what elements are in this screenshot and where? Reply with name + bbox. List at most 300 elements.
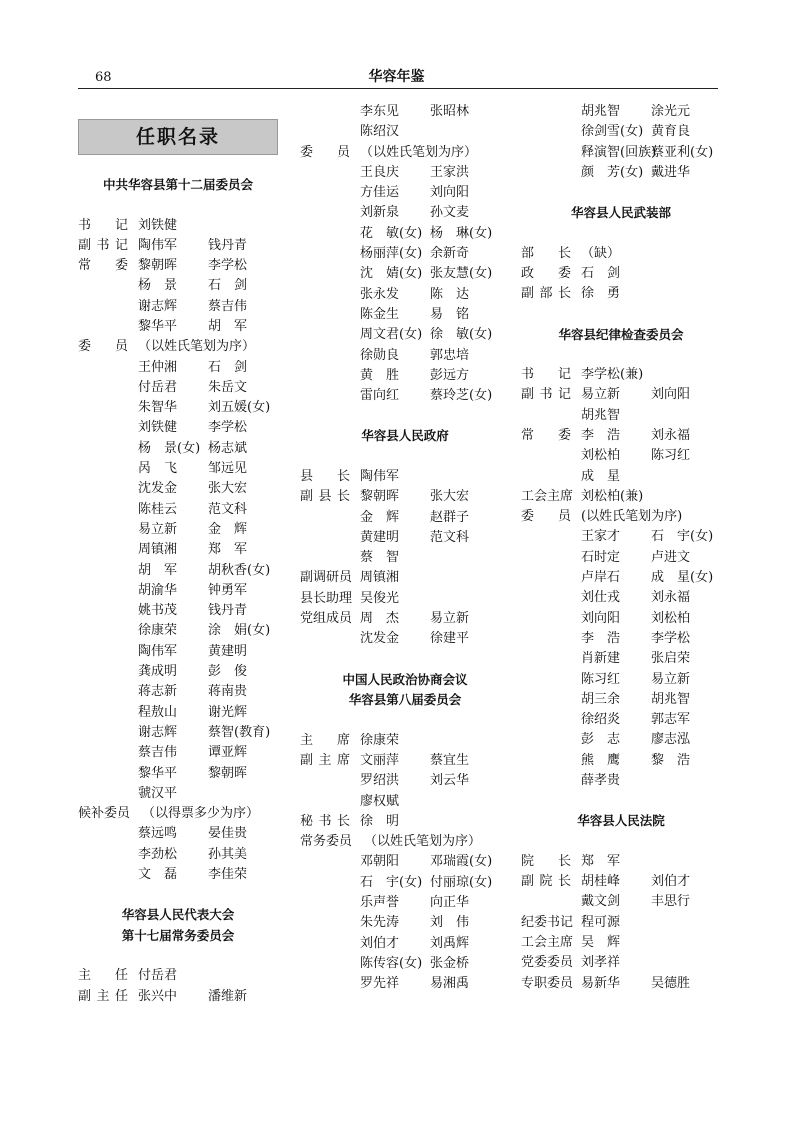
role-label [300, 751, 350, 771]
person-name: 周镇湘 [138, 542, 178, 558]
roster-row [300, 629, 510, 649]
role-char: 长 [557, 245, 571, 261]
person-name: 刘铁健 [138, 420, 178, 436]
person-name: 黎华平 [138, 765, 178, 781]
person-name: 谢志辉 [138, 724, 178, 740]
person-name: 蒋志新 [138, 684, 178, 700]
person-name: 释演智(回族) [581, 144, 657, 160]
role-label [78, 966, 128, 986]
roster-row [78, 621, 278, 641]
role-char: 员 [114, 339, 128, 355]
person-name: 陈绍汉 [360, 124, 400, 140]
person-name: 沈 婧(女) [360, 266, 423, 282]
role-label [521, 385, 571, 405]
roster-row [300, 264, 510, 284]
person-name: 胡 军 [208, 318, 248, 334]
section-banner: 任职名录 [78, 119, 278, 155]
person-name: 黄育良 [651, 124, 691, 140]
roster-row [78, 662, 278, 682]
role-label: 常务委员 [300, 834, 353, 850]
person-name: 胡三余 [581, 691, 621, 707]
role-label [78, 337, 128, 357]
roster-row [78, 764, 278, 784]
person-name: 蔡宜生 [430, 752, 470, 768]
roster-row [300, 224, 510, 244]
person-name: 刘松柏(兼) [581, 488, 644, 504]
person-name: 李劲松 [138, 846, 178, 862]
person-name: 石 宇(女) [360, 874, 423, 890]
role-label: 党组成员 [300, 611, 353, 627]
role-char: 长 [336, 468, 350, 484]
roster-row [521, 649, 721, 669]
column-3 [521, 102, 721, 994]
person-name: 彭 俊 [208, 664, 248, 680]
person-name: 胡兆智 [651, 691, 691, 707]
roster-row [300, 386, 510, 406]
roster-row [78, 317, 278, 337]
person-name: 付岳君 [138, 968, 178, 984]
person-name: 谢光辉 [208, 704, 248, 720]
person-name: 杨 景 [138, 278, 178, 294]
person-name: 易 铭 [430, 306, 470, 322]
person-name: 易立新 [138, 521, 178, 537]
roster-row [78, 216, 278, 236]
person-name: 花 敏(女) [360, 225, 423, 241]
person-name: 廖志泓 [651, 732, 691, 748]
person-name: 邓瑞霞(女) [430, 854, 493, 870]
section-heading [300, 670, 510, 711]
roster-row [300, 548, 510, 568]
role-label [300, 487, 350, 507]
person-name: 黄建明 [360, 529, 400, 545]
person-name: 石 剑 [208, 278, 248, 294]
person-name: 李佳荣 [208, 867, 248, 882]
person-name: 潘维新 [208, 988, 248, 1004]
person-name: 戴文剑 [581, 894, 621, 910]
person-name: 胡桂峰 [581, 874, 621, 890]
roster-row [78, 540, 278, 560]
person-name: 李学松 [208, 420, 248, 436]
person-name: 黎朝晖 [360, 489, 400, 505]
role-char: 主 [318, 752, 332, 768]
person-name: 孙文麦 [430, 205, 470, 221]
roster-row [521, 629, 721, 649]
roster-row [521, 588, 721, 608]
person-name: 吴俊光 [360, 590, 400, 606]
role-char: 副 [78, 237, 92, 253]
person-name: 徐 敏(女) [430, 327, 493, 343]
section-title-line: 华容县人民武装部 [570, 205, 671, 221]
role-char: 员 [336, 144, 350, 160]
role-label: 工会主席 [521, 935, 574, 950]
person-name: 杨 琳(女) [430, 225, 493, 241]
role-char: 委 [114, 258, 128, 274]
person-name: 彭 志 [581, 732, 621, 748]
person-name: 成 星 [581, 468, 621, 484]
role-char: 副 [300, 752, 314, 768]
person-name: 涂 娟(女) [208, 623, 271, 639]
person-name: 卢岸石 [581, 570, 621, 586]
person-name: 涂光元 [651, 104, 691, 119]
roster-row [78, 723, 278, 743]
person-name: 谭亚辉 [208, 745, 248, 761]
roster-row [521, 974, 721, 994]
roster-row [521, 406, 721, 426]
person-name: 方佳运 [360, 185, 400, 201]
person-name: 卢进文 [651, 549, 691, 565]
roster-row [78, 845, 278, 865]
person-name: 李学松 [651, 630, 691, 646]
role-char: 员 [557, 509, 571, 525]
roster-row [521, 527, 721, 547]
roster-row [521, 143, 721, 163]
person-name: 徐康荣 [138, 623, 178, 639]
person-name: 徐剑雪(女) [581, 124, 644, 140]
roster-row [78, 966, 278, 986]
roster-row [78, 398, 278, 418]
roster-row [300, 346, 510, 366]
person-name: 刘永福 [651, 590, 691, 606]
roster-row [521, 852, 721, 872]
person-name: 成 星(女) [651, 570, 714, 586]
person-name: 石 剑 [581, 265, 621, 281]
person-name: 黎 浩 [651, 752, 691, 768]
person-name: 戴进华 [651, 164, 691, 180]
section-title-line: 华容县人民法院 [577, 813, 665, 829]
person-name: 谢志辉 [138, 298, 178, 314]
person-name: 胡兆智 [581, 104, 621, 119]
roster-row [521, 284, 721, 304]
role-label [521, 264, 571, 284]
person-name: 徐 勇 [581, 286, 621, 302]
roster-row [300, 467, 510, 487]
role-char: 副 [521, 286, 535, 302]
role-char: 委 [557, 427, 571, 443]
role-label: 工会主席 [521, 488, 574, 504]
role-char: 长 [557, 286, 571, 302]
role-char: 副 [78, 988, 92, 1004]
section-title-line: 华容县纪律检查委员会 [558, 326, 684, 342]
person-name: 乐声誉 [360, 895, 400, 910]
roster-row [521, 751, 721, 771]
person-name: 吴 辉 [581, 935, 621, 950]
roster-row [300, 954, 510, 974]
role-label: 候补委员 [78, 806, 131, 822]
roster-row [521, 690, 721, 710]
roster-row [300, 366, 510, 386]
roster-row [521, 609, 721, 629]
role-char: 书 [78, 217, 92, 233]
person-name: 朱先涛 [360, 915, 400, 931]
person-name: 钱丹青 [208, 603, 248, 619]
person-name: 程敖山 [138, 704, 178, 720]
roster-row [300, 731, 510, 751]
role-label: 纪委书记 [521, 914, 574, 930]
roster-row [78, 256, 278, 276]
person-name: 黎华平 [138, 318, 178, 334]
roster-row [300, 852, 510, 872]
person-name: 石时定 [581, 549, 621, 565]
section-heading [300, 426, 510, 447]
role-label: 县长助理 [300, 590, 353, 606]
person-name: 刘仕戎 [581, 590, 621, 606]
person-name: 张大宏 [430, 489, 470, 505]
section-heading [521, 811, 721, 832]
role-char: 部 [539, 286, 553, 302]
role-label [78, 987, 128, 1007]
person-name: 周 杰 [360, 611, 400, 627]
section-heading [521, 325, 721, 346]
person-name: 晏佳贵 [208, 826, 248, 842]
roster-row [521, 953, 721, 973]
role-label [521, 507, 571, 527]
person-name: 黎朝晖 [138, 258, 178, 274]
role-label [78, 236, 128, 256]
person-name: 蔡 智 [360, 550, 400, 566]
person-name: 文 磊 [138, 867, 178, 882]
roster-row [78, 418, 278, 438]
running-head-title: 华容年鉴 [368, 69, 425, 85]
person-name: 王良庆 [360, 164, 400, 180]
person-name: 刘孝祥 [581, 955, 621, 971]
person-name: 龚成明 [138, 664, 178, 680]
roster-row [300, 568, 510, 588]
ordering-note: （以得票多少为序） [142, 806, 260, 822]
person-name: 李学松 [208, 258, 248, 274]
roster-row [300, 934, 510, 954]
person-name: 张金桥 [430, 955, 470, 971]
person-name: 张友慧(女) [430, 266, 493, 282]
person-name: 姚书茂 [138, 603, 178, 619]
roster-row [78, 703, 278, 723]
role-char: 长 [336, 489, 350, 505]
person-name: 丰思行 [651, 894, 691, 910]
person-name: 薛孝贵 [581, 773, 621, 789]
section-heading [78, 905, 278, 946]
section-title-line: 中国人民政治协商会议 [342, 671, 468, 687]
roster-row [521, 670, 721, 690]
person-name: 王仲湘 [138, 359, 178, 375]
person-name: 胡兆智 [581, 407, 621, 423]
person-name: 易新华 [581, 975, 621, 991]
role-label [521, 852, 571, 872]
person-name: 李 浩 [581, 630, 621, 646]
roster-row [300, 913, 510, 933]
role-label [78, 256, 128, 276]
person-name: 刘向阳 [651, 387, 691, 403]
person-name: 黎朝晖 [208, 765, 248, 781]
roster-row [78, 297, 278, 317]
person-name: 雷向红 [360, 388, 400, 404]
person-name: 刘永福 [651, 427, 691, 443]
person-name: 张昭林 [430, 104, 470, 119]
person-name: 易湘禹 [430, 976, 470, 992]
person-name: 郑 军 [208, 542, 248, 558]
person-name: 蔡玲芝(女) [430, 388, 493, 404]
roster-row [78, 500, 278, 520]
person-name: 易立新 [581, 387, 621, 403]
role-label: 专职委员 [521, 975, 574, 991]
person-name: 郑 军 [581, 853, 621, 869]
roster-row [300, 244, 510, 264]
person-name: 陈 达 [430, 286, 470, 302]
person-name: 陈传容(女) [360, 955, 423, 971]
person-name: 金 辉 [208, 521, 248, 537]
column-2 [300, 102, 510, 994]
person-name: 杨志斌 [208, 440, 248, 456]
ordering-note: （以姓氏笔划为序） [138, 339, 256, 355]
roster-row [521, 385, 721, 405]
role-char: 副 [521, 387, 535, 403]
roster-row [521, 426, 721, 446]
roster-row [521, 913, 721, 933]
person-name: 徐建平 [430, 631, 470, 647]
roster-row [521, 548, 721, 568]
role-char: 委 [521, 509, 535, 525]
role-char: 副 [300, 489, 314, 505]
person-name: 刘 伟 [430, 915, 470, 931]
roster-row [521, 507, 721, 527]
role-label [521, 284, 571, 304]
person-name: 李 浩 [581, 427, 621, 443]
person-name: 陈习红 [581, 671, 621, 687]
person-name: 陶伟军 [360, 468, 400, 484]
column-1 [78, 102, 278, 1007]
roster-row [521, 467, 721, 487]
person-name: 金 辉 [360, 509, 400, 525]
roster-row [78, 378, 278, 398]
roster-row [78, 642, 278, 662]
ordering-note: （以姓氏笔划为序） [360, 144, 478, 160]
roster-row [300, 812, 510, 832]
ordering-note: （以姓氏笔划为序） [364, 834, 482, 850]
person-name: 蔡远鸣 [138, 826, 178, 842]
role-char: 委 [300, 144, 314, 160]
role-char: 长 [557, 853, 571, 869]
section-heading [78, 175, 278, 196]
role-char: 主 [300, 732, 314, 748]
role-char: 政 [521, 265, 535, 281]
person-name: 陈金生 [360, 306, 400, 322]
person-name: 吴德胜 [651, 975, 691, 991]
person-name: 蒋南贵 [208, 684, 248, 700]
role-char: 委 [557, 265, 571, 281]
role-char: 主 [96, 988, 110, 1004]
person-name: 陈桂云 [138, 501, 178, 517]
role-char: 书 [521, 367, 535, 383]
roster-row [300, 163, 510, 183]
roster-row [300, 589, 510, 609]
person-name: 蔡吉伟 [208, 298, 248, 314]
role-label [300, 731, 350, 751]
role-char: 书 [318, 813, 332, 829]
person-name: 付丽琼(女) [430, 874, 493, 890]
roster-row [300, 609, 510, 629]
person-name: （缺） [581, 245, 621, 261]
person-name: 徐勋良 [360, 347, 400, 363]
person-name: 付岳君 [138, 379, 178, 395]
role-char: 院 [521, 853, 535, 869]
roster-row [300, 528, 510, 548]
role-label [521, 244, 571, 264]
roster-row [78, 479, 278, 499]
person-name: 黄建明 [208, 643, 248, 659]
roster-row [521, 568, 721, 588]
role-label: 副调研员 [300, 570, 353, 586]
role-label [300, 143, 350, 163]
roster-row [78, 276, 278, 296]
roster-row [300, 143, 510, 163]
person-name: 刘向阳 [430, 185, 470, 201]
roster-row [78, 581, 278, 601]
roster-row [78, 601, 278, 621]
roster-row [78, 824, 278, 844]
roster-row [78, 804, 278, 824]
role-char: 席 [336, 752, 350, 768]
person-name: 徐 明 [360, 813, 400, 829]
role-char: 部 [521, 245, 535, 261]
person-name: 刘禹辉 [430, 935, 470, 951]
person-name: 刘铁健 [138, 217, 178, 233]
role-char: 书 [96, 237, 110, 253]
person-name: 罗绍洪 [360, 773, 400, 789]
role-char: 席 [336, 732, 350, 748]
person-name: 余新奇 [430, 246, 470, 262]
roster-row [521, 244, 721, 264]
ordering-note: (以姓氏笔划为序) [581, 509, 683, 525]
person-name: 易立新 [651, 671, 691, 687]
header-rule [78, 88, 718, 89]
roster-row [78, 743, 278, 763]
person-name: 杨 景(女) [138, 440, 201, 456]
role-label [300, 467, 350, 487]
person-name: 范文科 [208, 501, 248, 517]
person-name: 郭忠培 [430, 347, 470, 363]
roster-row [521, 264, 721, 284]
role-label [521, 365, 571, 385]
person-name: 刘向阳 [581, 610, 621, 626]
roster-row [300, 203, 510, 223]
person-name: 王家洪 [430, 164, 470, 180]
person-name: 石 剑 [208, 359, 248, 375]
roster-row [521, 710, 721, 730]
roster-row [521, 487, 721, 507]
roster-row [521, 872, 721, 892]
person-name: 罗先祥 [360, 976, 400, 992]
person-name: 李学松(兼) [581, 367, 644, 383]
person-name: 朱岳文 [208, 379, 248, 395]
roster-row [78, 337, 278, 357]
roster-row [300, 792, 510, 812]
person-name: 易立新 [430, 611, 470, 627]
section-title-line: 华容县人民政府 [361, 428, 449, 444]
roster-row [521, 365, 721, 385]
person-name: 向正华 [430, 895, 470, 910]
roster-row [300, 285, 510, 305]
role-label [78, 216, 128, 236]
person-name: 胡秋香(女) [208, 562, 271, 578]
person-name: 沈发金 [138, 481, 178, 497]
person-name: 文丽萍 [360, 752, 400, 768]
person-name: 杨丽萍(女) [360, 246, 423, 262]
role-char: 委 [78, 339, 92, 355]
person-name: 彭远方 [430, 367, 470, 383]
role-char: 记 [557, 387, 571, 403]
person-name: 郭志军 [651, 712, 691, 728]
person-name: 石 宇(女) [651, 529, 714, 545]
person-name: 沈发金 [360, 631, 400, 647]
section-title-line: 华容县第八届委员会 [348, 692, 462, 708]
